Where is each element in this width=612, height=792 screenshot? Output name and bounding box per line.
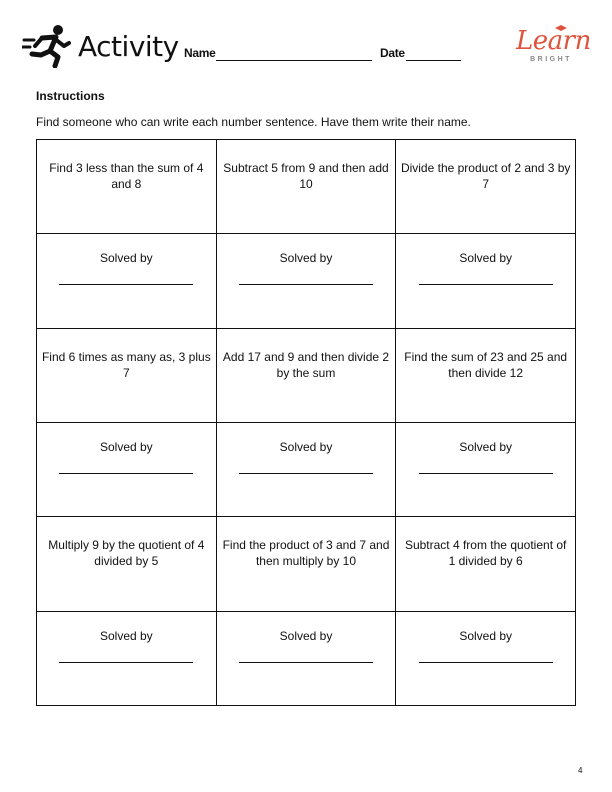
- runner-icon: [22, 24, 72, 68]
- solved-by-cell: [396, 612, 576, 706]
- solved-by-cell: [217, 612, 397, 706]
- problem-cell: Subtract 4 from the quotient of 1 divided by 6: [396, 517, 576, 611]
- solved-by-cell: [37, 612, 217, 706]
- solved-by-cell: [217, 423, 397, 517]
- signature-line[interactable]: [419, 473, 553, 474]
- date-field[interactable]: [406, 60, 461, 61]
- signature-line[interactable]: [239, 662, 373, 663]
- logo-text: Learn: [516, 26, 591, 56]
- date-label: Date: [380, 46, 405, 60]
- activity-grid: [36, 139, 576, 706]
- solved-by-label: Solved by: [99, 440, 153, 454]
- page-number: 4: [578, 766, 583, 775]
- solved-by-label: Solved by: [279, 628, 333, 643]
- solved-by-cell: [396, 423, 576, 517]
- logo-subtext: BRIGHT: [530, 56, 572, 63]
- name-field[interactable]: [216, 60, 372, 61]
- problem-cell: Multiply 9 by the quotient of 4 divided by 5: [37, 517, 217, 611]
- solved-by-cell: [396, 234, 576, 328]
- solved-by-label: Solved by: [99, 251, 153, 266]
- page-title: Activity: [78, 30, 179, 63]
- solved-by-label: Solved by: [459, 440, 513, 454]
- signature-line[interactable]: [59, 284, 193, 285]
- signature-line[interactable]: [59, 473, 193, 474]
- name-label: Name: [184, 46, 216, 60]
- signature-line[interactable]: [239, 473, 373, 474]
- solved-by-label: Solved by: [279, 440, 333, 454]
- solved-by-label: Solved by: [279, 251, 333, 266]
- problem-cell: Find 6 times as many as, 3 plus 7: [37, 329, 217, 423]
- solved-by-label: Solved by: [459, 628, 513, 643]
- problem-cell: Divide the product of 2 and 3 by 7: [396, 140, 576, 234]
- problem-cell: Find the sum of 23 and 25 and then divide 12: [396, 329, 576, 423]
- solved-by-cell: [217, 234, 397, 328]
- problem-cell: Subtract 5 from 9 and then add 10: [217, 140, 397, 234]
- signature-line[interactable]: [419, 662, 553, 663]
- solved-by-cell: [37, 423, 217, 517]
- solved-by-label: Solved by: [99, 628, 153, 643]
- instructions-text: Find someone who can write each number sentence. Have them write their name.: [36, 115, 471, 129]
- solved-by-label: Solved by: [459, 251, 513, 266]
- solved-by-cell: [37, 234, 217, 328]
- instructions-heading: Instructions: [36, 89, 105, 103]
- problem-cell: Find the product of 3 and 7 and then multiply by 10: [217, 517, 397, 611]
- learn-bright-logo: [516, 26, 591, 68]
- problem-cell: Add 17 and 9 and then divide 2 by the sum: [217, 329, 397, 423]
- signature-line[interactable]: [59, 662, 193, 663]
- signature-line[interactable]: [419, 284, 553, 285]
- problem-cell: Find 3 less than the sum of 4 and 8: [37, 140, 217, 234]
- signature-line[interactable]: [239, 284, 373, 285]
